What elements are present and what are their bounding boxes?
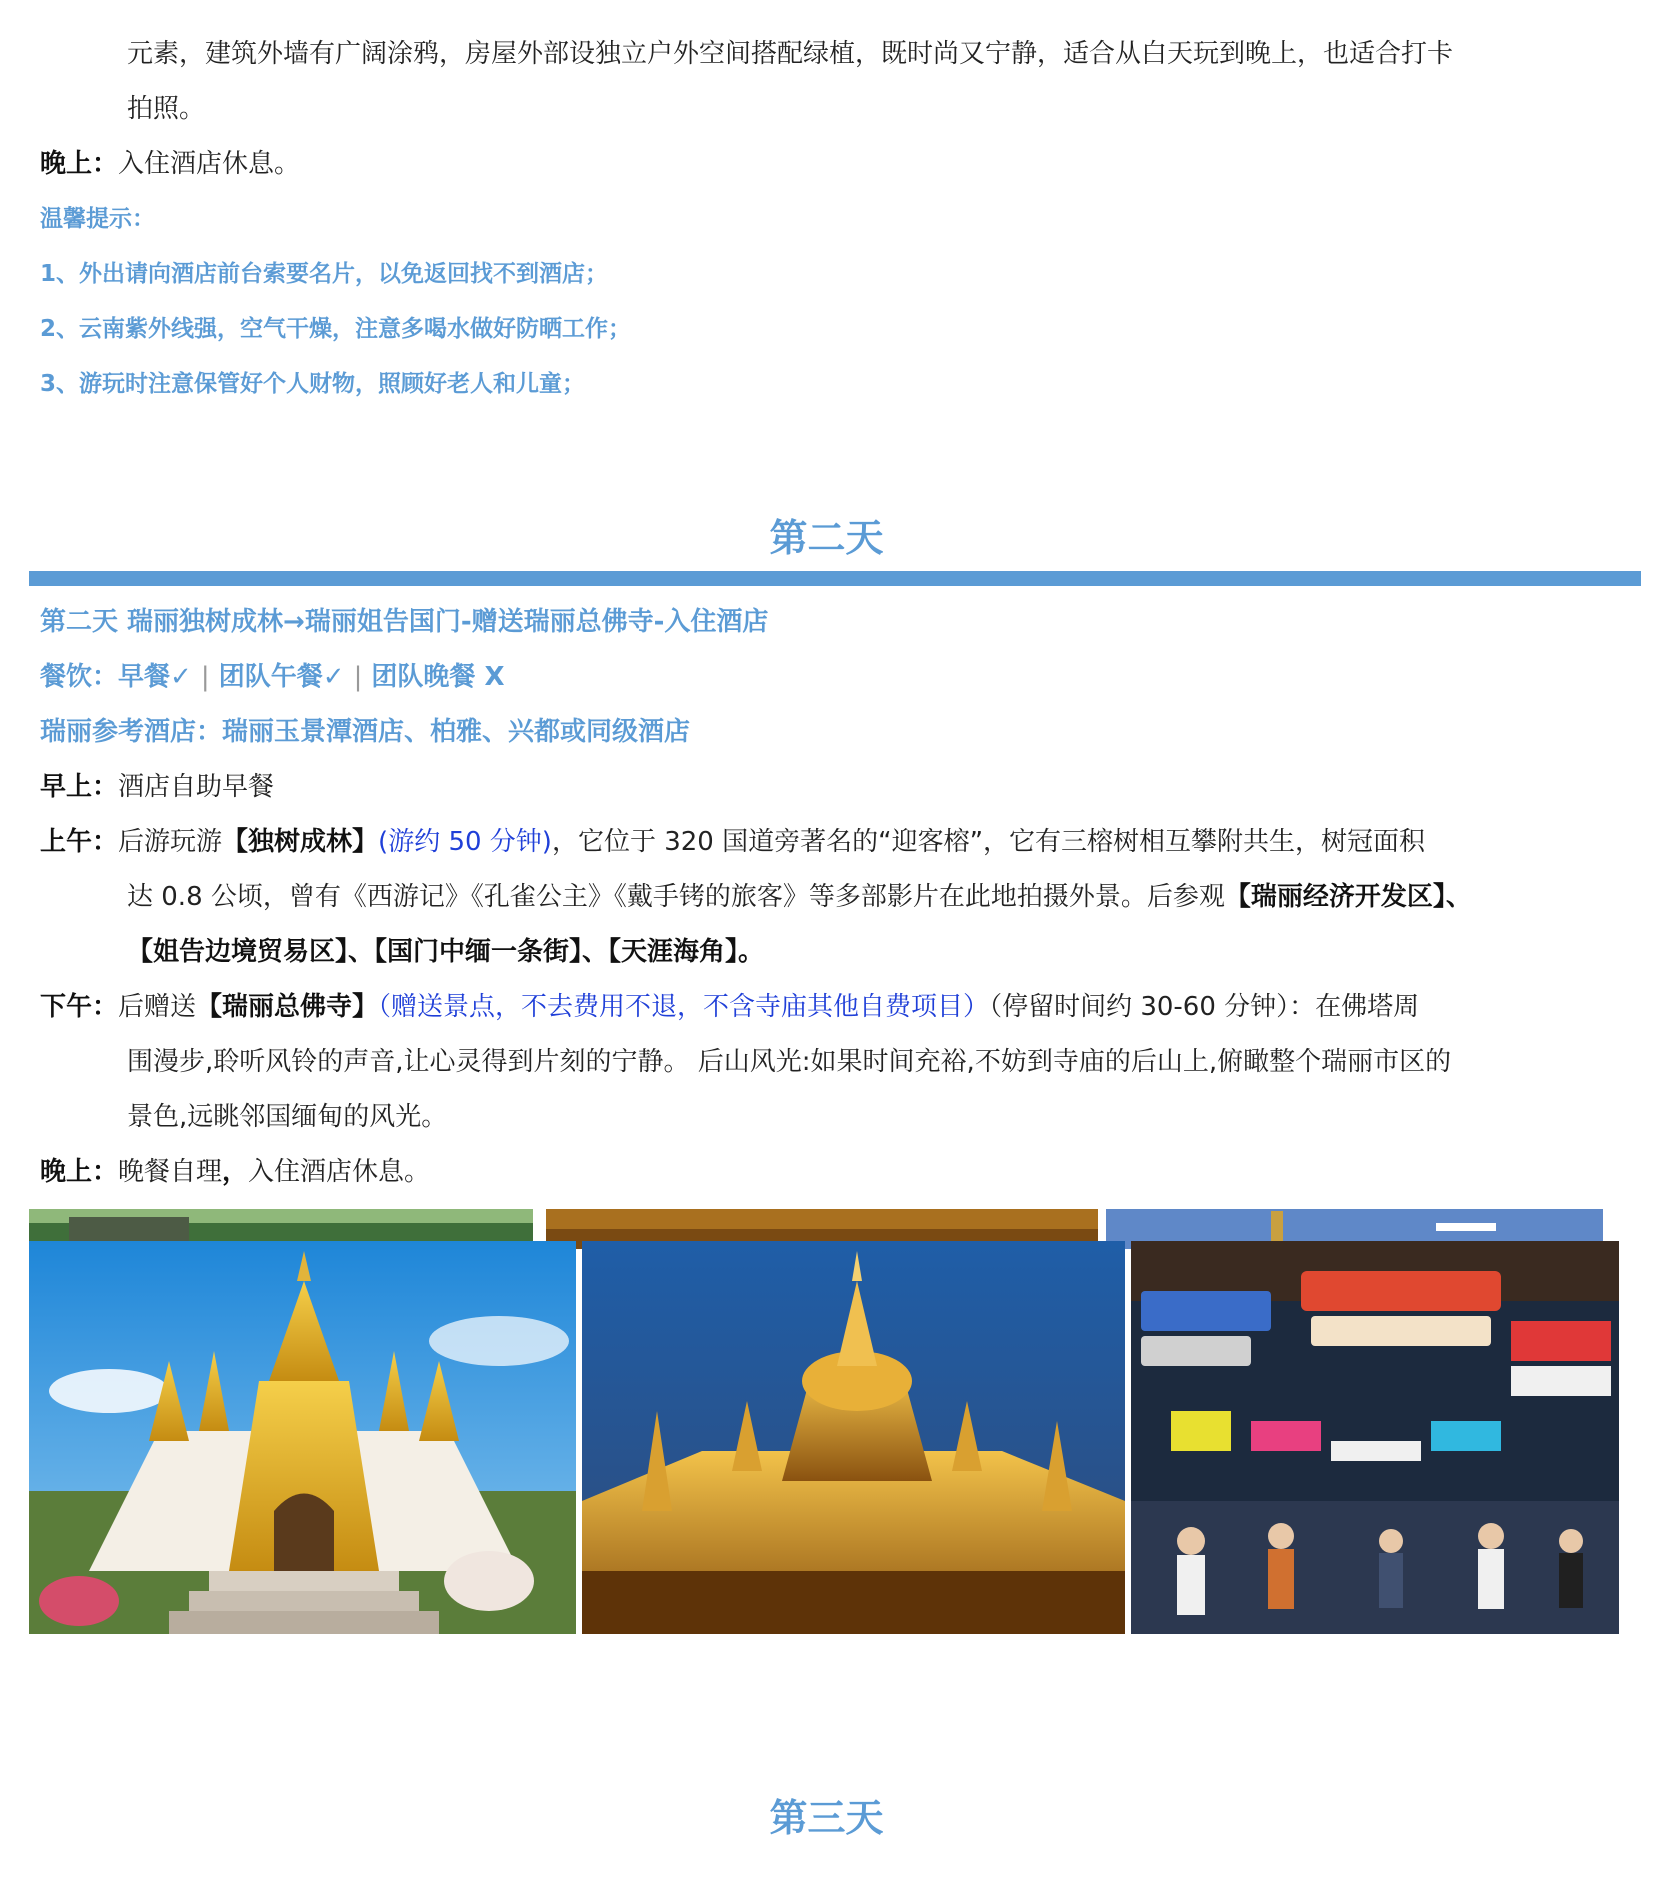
intro-evening: [40, 146, 1613, 182]
am-duration: (游约 50 分钟): [378, 827, 552, 857]
am-pre: 后游玩游: [118, 827, 223, 857]
tip-item-2: 2、云南紫外线强，空气干燥，注意多喝水做好防晒工作；: [40, 316, 632, 342]
tip-item-1: 1、外出请向酒店前台索要名片，以免返回找不到酒店；: [40, 261, 609, 287]
day2-morning: [40, 769, 1613, 805]
day2-pm-line-2: 围漫步,聆听风铃的声音,让心灵得到片刻的宁静。 后山风光:如果时间充裕,不妨到寺庙的后山上,俯瞰整个瑞丽市区的: [127, 1047, 1452, 1077]
meal-separator: |: [200, 662, 210, 692]
pm-rest: （停留时间约 30-60 分钟）：在佛塔周: [989, 992, 1420, 1022]
golden-pagoda-photo: [582, 1241, 1125, 1634]
morning-label: 早上：: [40, 772, 119, 802]
tips-title: 温馨提示：: [40, 206, 155, 232]
meal-lunch: 团队午餐✓: [218, 662, 345, 692]
golden-temple-photo: [29, 1241, 576, 1634]
am-line2-text: 达 0.8 公顷，曾有《西游记》《孔雀公主》《戴手铐的旅客》等多部影片在此地拍摄外景。后参观: [127, 882, 1225, 912]
night-pre: 晚餐自理: [118, 1157, 223, 1187]
day2-am-line-3: [127, 934, 1613, 970]
day3-heading: 第三天: [769, 1796, 884, 1840]
night-text: 入住酒店休息。: [248, 1157, 431, 1187]
pm-spot: 【瑞丽总佛寺】: [196, 992, 379, 1022]
night-market-photo: [1131, 1241, 1619, 1634]
day2-am-line-2: [127, 879, 1613, 915]
day2-heading: 第二天: [769, 516, 884, 560]
day2-pm-line-3: 景色,远眺邻国缅甸的风光。: [127, 1102, 448, 1132]
morning-text: 酒店自助早餐: [118, 772, 275, 802]
day2-night: [40, 1154, 1613, 1190]
evening-label: 晚上：: [40, 149, 119, 179]
meals-label: 餐饮：: [40, 662, 119, 692]
night-comma: ，: [222, 1157, 249, 1187]
intro-line-2: 拍照。: [127, 94, 206, 124]
meal-dinner: 团队晚餐 X: [371, 662, 505, 692]
meal-separator: |: [353, 662, 363, 692]
day2-hotel: 瑞丽参考酒店：瑞丽玉景潭酒店、柏雅、兴都或同级酒店: [40, 717, 691, 747]
intro-line-1: 元素，建筑外墙有广阔涂鸦，房屋外部设独立户外空间搭配绿植，既时尚又宁静，适合从白天玩到晚上，也适合打卡: [127, 39, 1454, 69]
night-label: 晚上：: [40, 1157, 119, 1187]
pm-pre: 后赠送: [118, 992, 197, 1022]
day2-meals: [40, 659, 1613, 695]
day-divider-bar: [29, 571, 1641, 586]
day2-pm-line-1: [40, 989, 1613, 1025]
am-line2-bold: 【瑞丽经济开发区】、: [1224, 882, 1472, 912]
meal-breakfast: 早餐✓: [118, 662, 192, 692]
am-line3-bold: 【姐告边境贸易区】、【国门中缅一条街】、【天涯海角】。: [127, 937, 765, 967]
am-label: 上午：: [40, 827, 119, 857]
am-rest: ，它位于 320 国道旁著名的“迎客榕”，它有三榕树相互攀附共生，树冠面积: [551, 827, 1426, 857]
day2-am-line-1: [40, 824, 1613, 860]
am-spot: 【独树成林】: [222, 827, 379, 857]
pm-label: 下午：: [40, 992, 119, 1022]
tip-item-3: 3、游玩时注意保管好个人财物，照顾好老人和儿童；: [40, 371, 586, 397]
evening-text: 入住酒店休息。: [118, 149, 301, 179]
pm-note: （赠送景点，不去费用不退，不含寺庙其他自费项目）: [378, 992, 990, 1022]
day2-route: 第二天 瑞丽独树成林→瑞丽姐告国门-赠送瑞丽总佛寺-入住酒店: [40, 607, 769, 637]
